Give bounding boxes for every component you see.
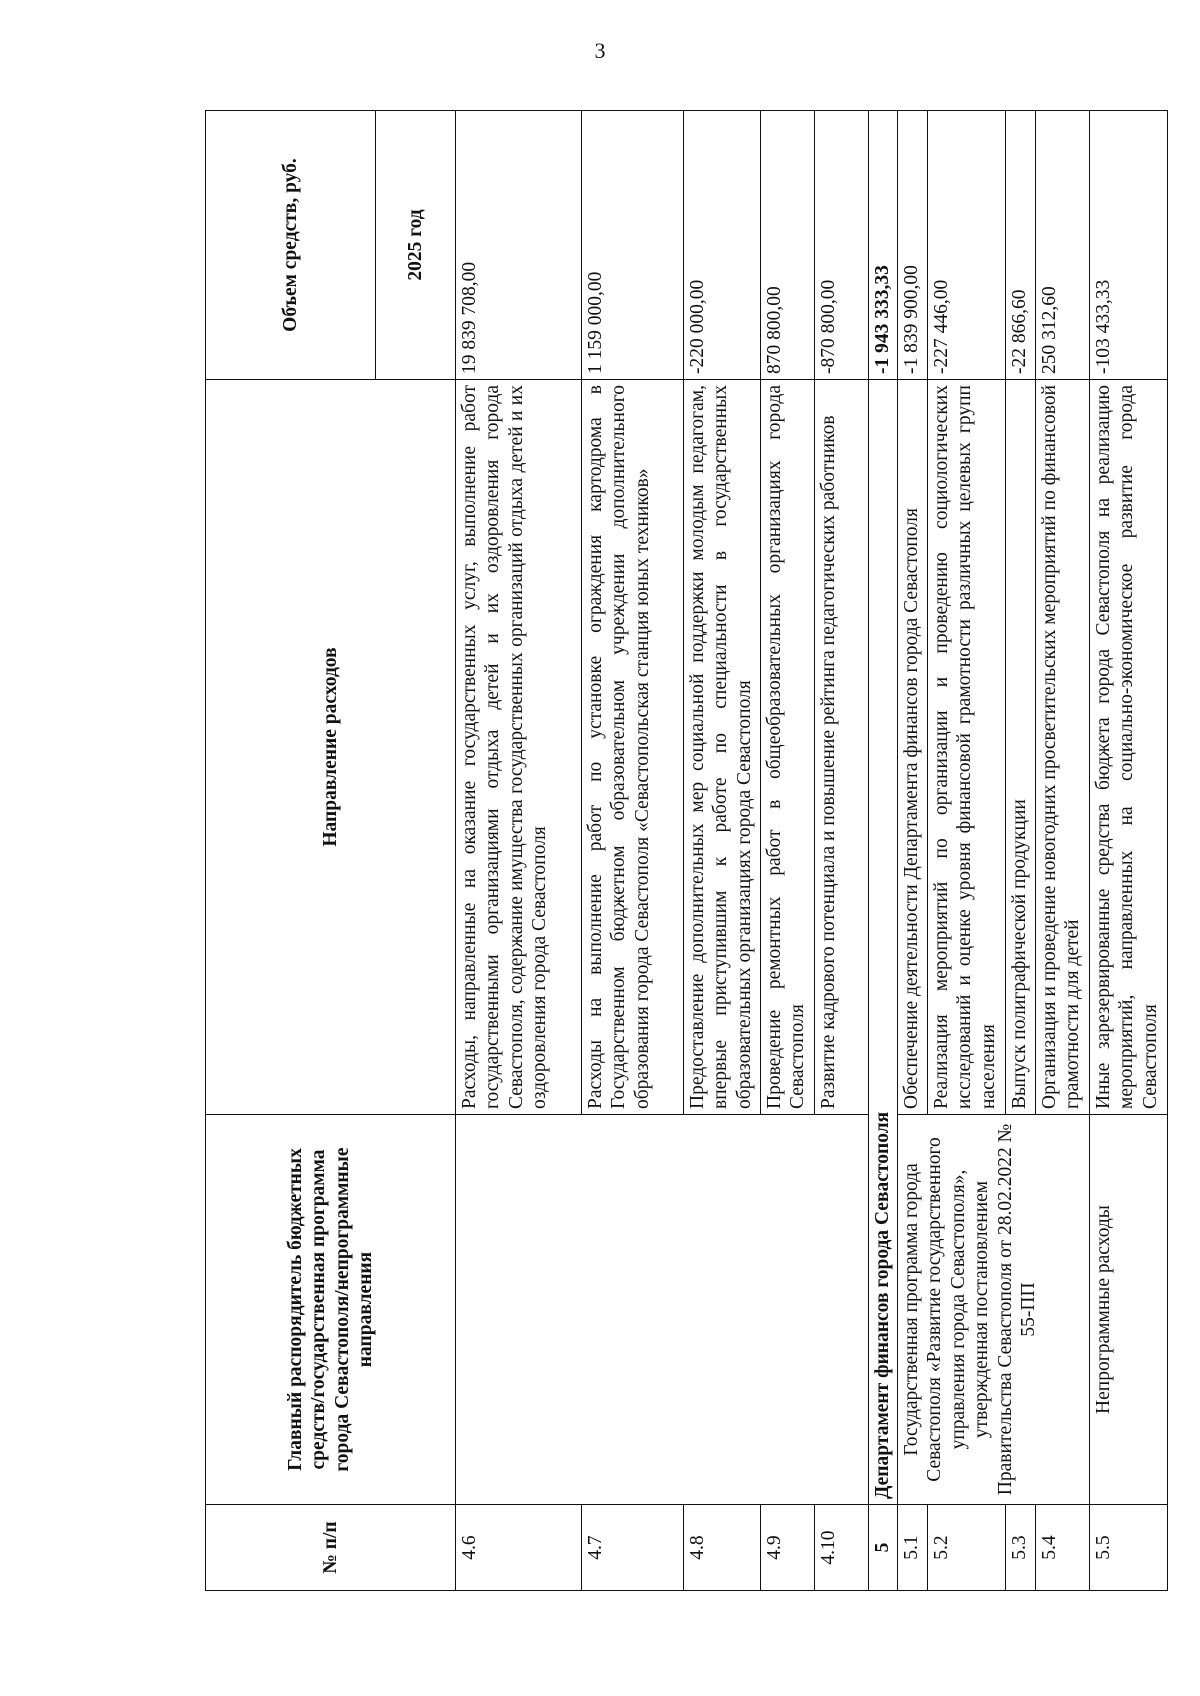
rotated-table-wrapper: [205, 111, 1161, 1591]
row-amount: -22 866,60: [1006, 111, 1036, 380]
row-num: 5.2: [928, 1505, 1006, 1591]
row-amount: 250 312,60: [1036, 111, 1090, 380]
row-direction: Развитие кадрового потенциала и повышение рейтинга педагогических работников: [815, 380, 869, 1115]
row-direction: Расходы, направленные на оказание государственных услуг, выполнение работ государственными организациями отдыха детей и их оздоровления города Севастополя, содержание имущества государственных организаций отдыха детей и их оздоровления города Севастополя: [456, 380, 582, 1115]
department-title: Департамент финансов города Севастополя: [869, 380, 898, 1505]
row-direction: Расходы на выполнение работ по установке ограждения картодрома в Государственном бюджетном образовательном учреждении дополнительного образования города Севастополя «Севастопольская станция юных техников»: [582, 380, 684, 1115]
department-amount: -1 943 333,33: [869, 111, 898, 380]
row-amount: -870 800,00: [815, 111, 869, 380]
row-program: [456, 1115, 869, 1505]
row-amount: -103 433,33: [1090, 111, 1168, 380]
row-amount: 870 800,00: [761, 111, 815, 380]
row-num: 4.7: [582, 1505, 684, 1591]
header-amount: Объем средств, руб.: [206, 111, 376, 380]
table-header-row: [206, 111, 376, 1591]
row-direction: Иные зарезервированные средства бюджета города Севастополя на реализацию мероприятий, направленных на социально-экономическое развитие города Севастополя: [1090, 380, 1168, 1115]
budget-table: [205, 110, 1168, 1591]
header-num: № п/п: [206, 1505, 456, 1591]
row-amount: 19 839 708,00: [456, 111, 582, 380]
header-year: 2025 год: [376, 111, 456, 380]
row-program: Непрограммные расходы: [1090, 1115, 1168, 1505]
row-amount: -1 839 900,00: [898, 111, 928, 380]
table-row: [1090, 111, 1168, 1591]
row-direction: Реализация мероприятий по организации и проведению социологических исследований и оценке уровня финансовой грамотности различных целевых групп населения: [928, 380, 1006, 1115]
row-direction: Проведение ремонтных работ в общеобразовательных организациях города Севастополя: [761, 380, 815, 1115]
table-row: [456, 111, 582, 1591]
row-num: 4.6: [456, 1505, 582, 1591]
table-row: [898, 111, 928, 1591]
row-num: 4.9: [761, 1505, 815, 1591]
row-num: 5.3: [1006, 1505, 1036, 1591]
row-num: 5.1: [898, 1505, 928, 1591]
row-direction: Предоставление дополнительных мер социальной поддержки молодым педагогам, впервые приступившим к работе по специальности в государственных образовательных организациях города Севастополя: [684, 380, 761, 1115]
row-amount: 1 159 000,00: [582, 111, 684, 380]
row-num: 5.5: [1090, 1505, 1168, 1591]
department-row: [869, 111, 898, 1591]
header-direction: Направление расходов: [206, 380, 456, 1115]
row-program: Государственная программа города Севастополя «Развитие государственного управления города Севастополя», утвержденная постановлением Правительства Севастополя от 28.02.2022 № 55-ПП: [898, 1115, 1090, 1505]
department-num: 5: [869, 1505, 898, 1591]
header-program: Главный распорядитель бюджетных средств/государственная программа города Севастополя/непрограммные направления: [206, 1115, 456, 1505]
page-number: 3: [594, 38, 606, 63]
row-num: 4.8: [684, 1505, 761, 1591]
row-num: 5.4: [1036, 1505, 1090, 1591]
row-num: 4.10: [815, 1505, 869, 1591]
row-direction: Обеспечение деятельности Департамента финансов города Севастополя: [898, 380, 928, 1115]
row-amount: -227 446,00: [928, 111, 1006, 380]
row-amount: -220 000,00: [684, 111, 761, 380]
row-direction: Выпуск полиграфической продукции: [1006, 380, 1036, 1115]
row-direction: Организация и проведение новогодних просветительских мероприятий по финансовой грамотности для детей: [1036, 380, 1090, 1115]
